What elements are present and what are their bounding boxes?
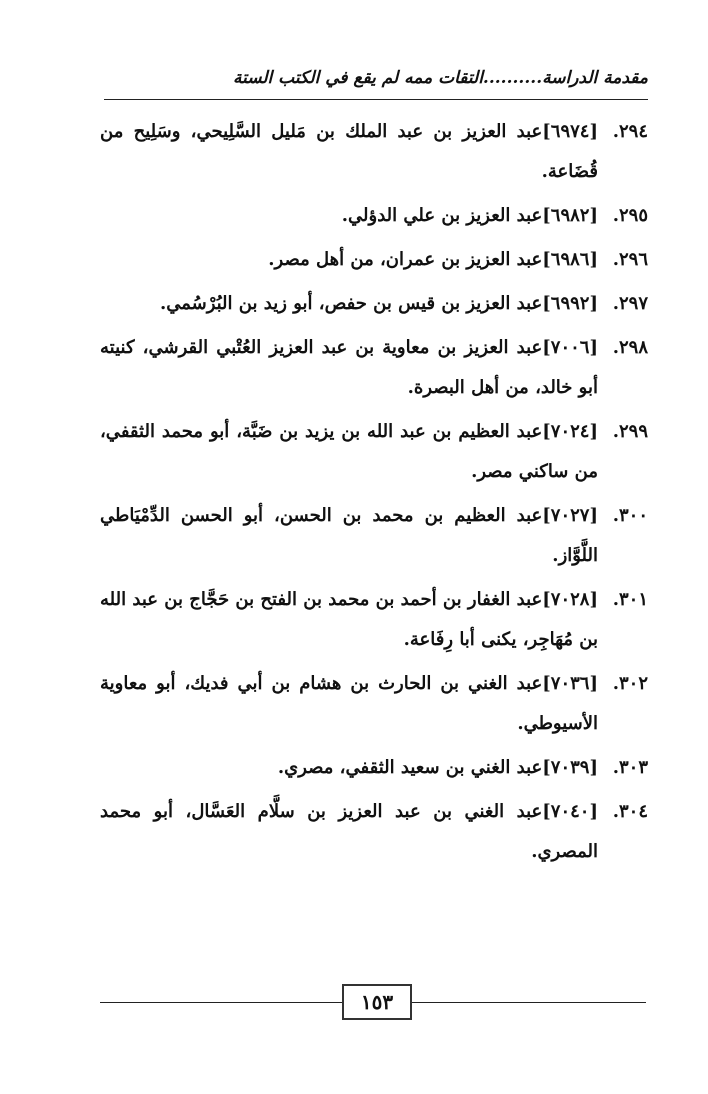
- entry-number: ٣٠٤.: [612, 801, 648, 822]
- entry-text: [٦٩٨٦]عبد العزيز بن عمران، من أهل مصر.: [268, 249, 598, 270]
- running-header: مقدمة الدراسة..........التقات ممه لم يقع في الكتب الستة: [232, 68, 648, 88]
- header-divider: [104, 99, 648, 100]
- page-number: ١٥٣: [342, 984, 412, 1020]
- page-header: [104, 60, 648, 100]
- entry-number: ٣٠١.: [612, 589, 648, 610]
- entry-295: [100, 196, 648, 236]
- entry-number: ٢٩٩.: [612, 421, 648, 442]
- entry-298: [100, 328, 648, 408]
- entry-number: ٣٠٢.: [612, 673, 648, 694]
- entry-297: [100, 284, 648, 324]
- entry-text: [٧٠٢٧]عبد العظيم بن محمد بن الحسن، أبو الحسن الدِّمْيَاطي اللَّوَّاز.: [100, 505, 598, 566]
- entry-list: [100, 112, 648, 876]
- entry-number: ٢٩٦.: [612, 249, 648, 270]
- entry-text: [٧٠٢٤]عبد العظيم بن عبد الله بن يزيد بن ضَبَّة، أبو محمد الثقفي، من ساكني مصر.: [100, 421, 598, 482]
- entry-text: [٦٩٨٢]عبد العزيز بن علي الدؤلي.: [341, 205, 598, 226]
- entry-number: ٣٠٠.: [612, 505, 648, 526]
- entry-300: [100, 496, 648, 576]
- entry-number: ٢٩٨.: [612, 337, 648, 358]
- entry-number: ٢٩٥.: [612, 205, 648, 226]
- entry-302: [100, 664, 648, 744]
- entry-text: [٧٠٢٨]عبد الغفار بن أحمد بن محمد بن الفتح بن حَجَّاج بن عبد الله بن مُهَاجِر، يكنى أبا رِفَاعة.: [100, 589, 598, 650]
- entry-294: [100, 112, 648, 192]
- entry-number: ٣٠٣.: [612, 757, 648, 778]
- entry-text: [٧٠٠٦]عبد العزيز بن معاوية بن عبد العزيز العُتْبي القرشي، كنيته أبو خالد، من أهل البصرة.: [100, 337, 598, 398]
- entry-text: [٧٠٣٩]عبد الغني بن سعيد الثقفي، مصري.: [277, 757, 598, 778]
- entry-301: [100, 580, 648, 660]
- entry-text: [٧٠٣٦]عبد الغني بن الحارث بن هشام بن أبي فديك، أبو معاوية الأسيوطي.: [100, 673, 598, 734]
- entry-text: [٦٩٧٤]عبد العزيز بن عبد الملك بن مَليل السَّلِيحي، وسَلِيح من قُضَاعة.: [100, 121, 598, 182]
- entry-text: [٦٩٩٢]عبد العزيز بن قيس بن حفص، أبو زيد بن البُرْسُمي.: [159, 293, 598, 314]
- entry-296: [100, 240, 648, 280]
- entry-number: ٢٩٤.: [612, 121, 648, 142]
- page-footer: [100, 980, 646, 1028]
- entry-304: [100, 792, 648, 872]
- entry-number: ٢٩٧.: [612, 293, 648, 314]
- entry-text: [٧٠٤٠]عبد الغني بن عبد العزيز بن سلَّام العَسَّال، أبو محمد المصري.: [100, 801, 598, 862]
- entry-299: [100, 412, 648, 492]
- entry-303: [100, 748, 648, 788]
